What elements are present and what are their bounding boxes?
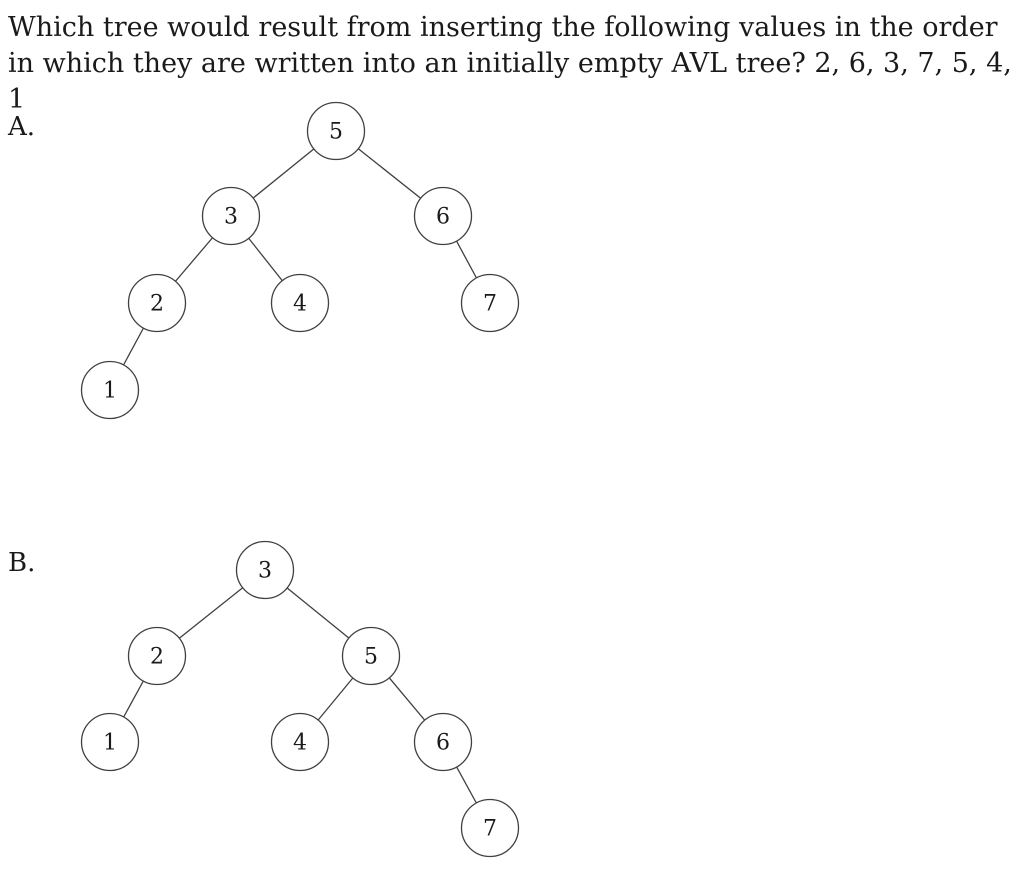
tree-b-node-value: 4 [293, 730, 307, 756]
tree-a-node-value: 7 [483, 291, 497, 317]
tree-b-node-5 [343, 628, 400, 685]
tree-a-node-value: 6 [436, 204, 450, 230]
tree-b-node-value: 1 [103, 730, 117, 756]
tree-b-node-2 [129, 628, 186, 685]
tree-b-node-1 [82, 714, 139, 771]
tree-a-node-value: 4 [293, 291, 307, 317]
tree-b-node-value: 2 [150, 644, 164, 670]
tree-b-node-3 [237, 542, 294, 599]
tree-a-node-value: 5 [329, 119, 343, 145]
tree-b-node-value: 3 [258, 558, 272, 584]
option-b-label: B. [8, 548, 36, 578]
tree-b-node-value: 6 [436, 730, 450, 756]
tree-b-node-4 [272, 714, 329, 771]
tree-b-node-value: 7 [483, 816, 497, 842]
option-a-label: A. [8, 112, 36, 142]
tree-b-node-7 [462, 800, 519, 857]
tree-a-node-value: 3 [224, 204, 238, 230]
tree-b-node-6 [415, 714, 472, 771]
question-text: Which tree would result from inserting the following values in the order in which they are written into an initially empty AVL tree? 2, 6, 3, 7, 5, 4, 1 [8, 12, 1012, 115]
tree-a-node-value: 1 [103, 378, 117, 404]
tree-a-node-value: 2 [150, 291, 164, 317]
tree-b-node-value: 5 [364, 644, 378, 670]
